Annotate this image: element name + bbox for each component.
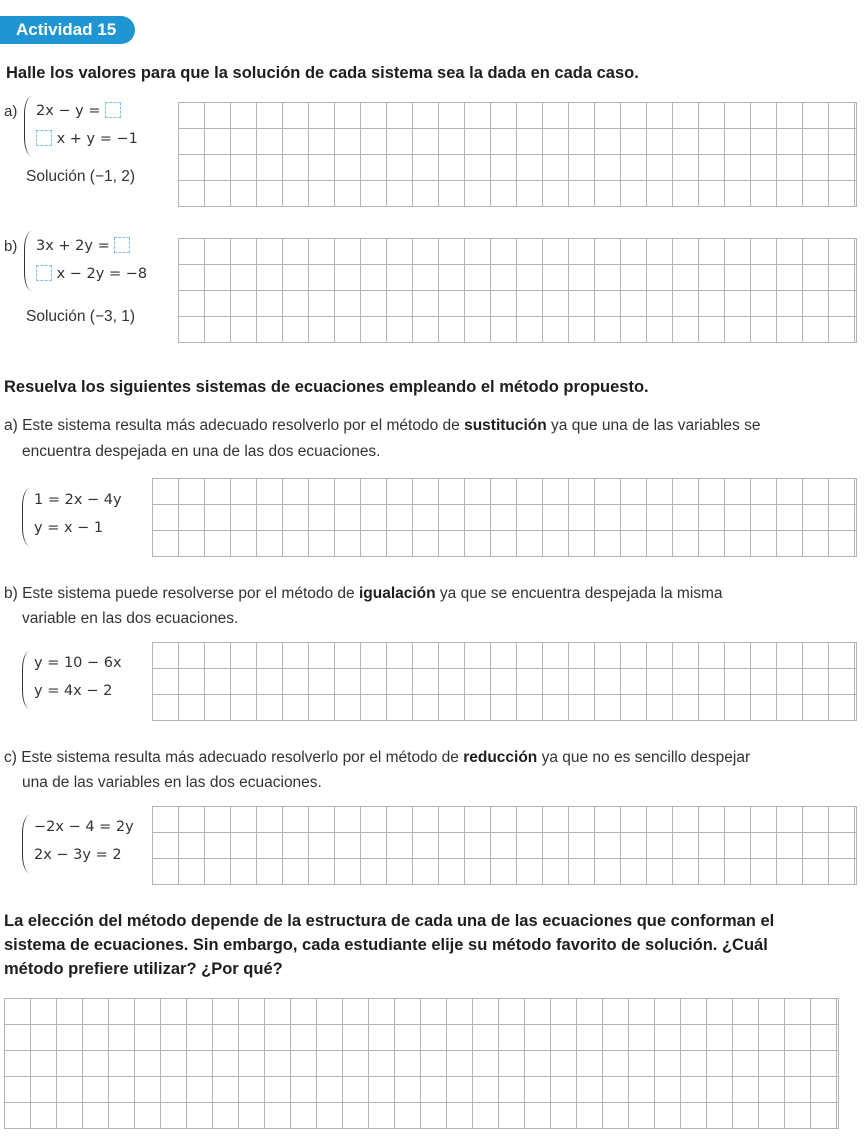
section2-c-eq1: −2x − 4 = 2y: [34, 819, 134, 835]
section2-a-eq2: y = x − 1: [34, 520, 104, 536]
section2-title: Resuelva los siguientes sistemas de ecuaciones empleando el método propuesto.: [4, 378, 649, 396]
method-igualacion: igualación: [358, 585, 436, 602]
section2-b-text-line2: variable en las dos ecuaciones.: [22, 610, 239, 627]
item-b-blank2[interactable]: [36, 265, 52, 281]
section2-c-text: c) Este sistema resulta más adecuado resolverlo por el método de reducción ya que no es sencillo despejar: [4, 749, 751, 766]
answer-grid-2c[interactable]: [152, 806, 857, 885]
activity-badge-label: Actividad 15: [16, 20, 117, 39]
item-a-label: a): [4, 103, 18, 120]
item-a-blank2[interactable]: [36, 130, 52, 146]
method-reduccion: reducción: [463, 749, 538, 766]
item-b-system: [24, 231, 169, 291]
section2-a-text-line2: encuentra despejada en una de las dos ecuaciones.: [22, 443, 381, 460]
section2-a-eq1: 1 = 2x − 4y: [34, 492, 122, 508]
item-b-label: b): [4, 238, 18, 255]
section2-b-system: [22, 651, 147, 709]
section3-text: [4, 909, 774, 981]
item-b-solution: Solución (−3, 1): [26, 308, 136, 325]
section2-c-system: [22, 815, 147, 873]
answer-grid-2b[interactable]: [152, 642, 857, 721]
answer-grid-b[interactable]: [178, 238, 857, 343]
item-a-eq1: 2x − y =: [36, 102, 121, 119]
item-a-blank1[interactable]: [105, 102, 121, 118]
item-a-system: [24, 96, 164, 156]
brace-icon: [22, 651, 30, 709]
section2-a-text: a) Este sistema resulta más adecuado resolverlo por el método de sustitución ya que una de las variables se: [4, 417, 761, 434]
section2-c-eq2: 2x − 3y = 2: [34, 847, 122, 863]
section1-title: Halle los valores para que la solución de cada sistema sea la dada en cada caso.: [6, 64, 639, 82]
answer-grid-2a[interactable]: [152, 478, 857, 557]
brace-icon: [24, 96, 32, 156]
answer-grid-final[interactable]: [4, 998, 839, 1129]
brace-icon: [22, 815, 30, 873]
section3-line2: sistema de ecuaciones. Sin embargo, cada estudiante elije su método favorito de solución. ¿Cuál: [4, 936, 768, 954]
section2-a-system: [22, 488, 147, 546]
section3-line1: La elección del método depende de la estructura de cada una de las ecuaciones que conforman el: [4, 912, 775, 930]
section3-line3: método prefiere utilizar? ¿Por qué?: [4, 960, 283, 978]
brace-icon: [24, 231, 32, 291]
item-b-blank1[interactable]: [114, 237, 130, 253]
method-sustitucion: sustitución: [464, 417, 547, 434]
section2-c-text-line2: una de las variables en las dos ecuaciones.: [22, 774, 322, 791]
item-b-eq1: 3x + 2y =: [36, 237, 130, 254]
answer-grid-a[interactable]: [178, 102, 857, 207]
brace-icon: [22, 488, 30, 546]
activity-badge: [0, 16, 135, 44]
item-b-eq2: x − 2y = −8: [36, 265, 147, 282]
section2-b-text: b) Este sistema puede resolverse por el método de igualación ya que se encuentra despejada la misma: [4, 585, 723, 602]
item-a-eq2: x + y = −1: [36, 130, 138, 147]
section2-b-eq2: y = 4x − 2: [34, 683, 113, 699]
item-a-solution: Solución (−1, 2): [26, 168, 136, 185]
section2-b-eq1: y = 10 − 6x: [34, 655, 122, 671]
